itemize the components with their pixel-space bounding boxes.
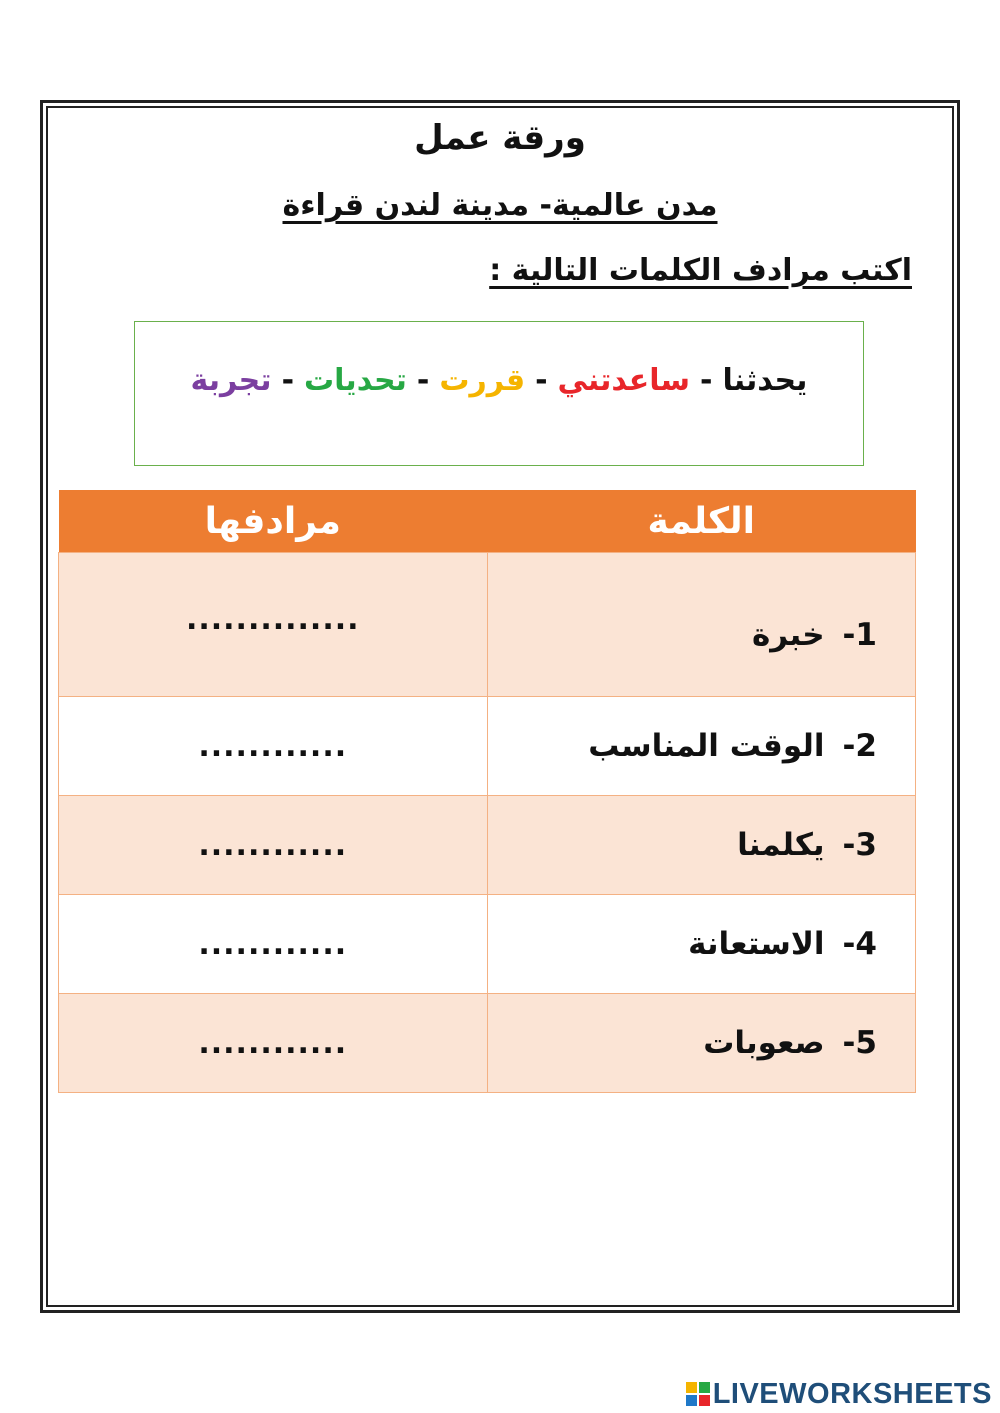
- word-cell: [487, 697, 916, 796]
- brand-text: LIVEWORKSHEETS: [712, 1377, 992, 1410]
- word-separator: -: [416, 363, 430, 398]
- word-cell: [487, 553, 916, 697]
- word-bank-item: ساعدتني: [557, 363, 690, 398]
- worksheet-subtitle: [0, 188, 1000, 223]
- table-row: [59, 553, 916, 697]
- synonym-answer-blank[interactable]: ............: [59, 895, 488, 994]
- table-row: [59, 895, 916, 994]
- instruction-text: اكتب مرادف الكلمات التالية :: [489, 253, 912, 288]
- table-row: [59, 994, 916, 1093]
- synonyms-table: [58, 490, 916, 1093]
- word-separator: -: [535, 363, 548, 398]
- row-number: 5-: [842, 1025, 877, 1061]
- synonym-answer-blank[interactable]: ............: [59, 994, 488, 1093]
- synonym-answer-blank[interactable]: ............: [59, 796, 488, 895]
- word-bank-item: يحدثنا: [722, 363, 808, 398]
- word-bank-item: تجربة: [190, 363, 272, 398]
- word-bank-item: تحديات: [304, 363, 407, 398]
- worksheet-title: ورقة عمل: [414, 118, 586, 158]
- row-word: الوقت المناسب: [588, 728, 825, 764]
- word-cell: [487, 994, 916, 1093]
- row-word: يكلمنا: [737, 827, 825, 863]
- column-header-word: الكلمة: [487, 490, 916, 553]
- liveworksheets-logo-icon: [685, 1381, 711, 1407]
- row-number: 3-: [842, 827, 877, 863]
- word-cell: [487, 796, 916, 895]
- table-row: [59, 796, 916, 895]
- row-word: خبرة: [751, 616, 825, 653]
- table-header-row: [59, 490, 916, 553]
- table-row: [59, 697, 916, 796]
- liveworksheets-brand: [685, 1379, 992, 1409]
- word-bank-item: قررت: [439, 363, 526, 398]
- subtitle-text: مدن عالمية- مدينة لندن قراءة: [282, 188, 718, 223]
- row-word: الاستعانة: [688, 926, 825, 962]
- word-separator: -: [281, 363, 295, 398]
- word-bank: [134, 363, 864, 398]
- synonym-answer-blank[interactable]: ..............: [59, 553, 488, 697]
- word-separator: -: [700, 363, 713, 398]
- row-word: صعوبات: [703, 1025, 825, 1061]
- row-number: 1-: [842, 616, 877, 653]
- row-number: 4-: [842, 926, 877, 962]
- synonym-answer-blank[interactable]: ............: [59, 697, 488, 796]
- word-cell: [487, 895, 916, 994]
- column-header-synonym: مرادفها: [59, 490, 488, 553]
- row-number: 2-: [842, 728, 877, 764]
